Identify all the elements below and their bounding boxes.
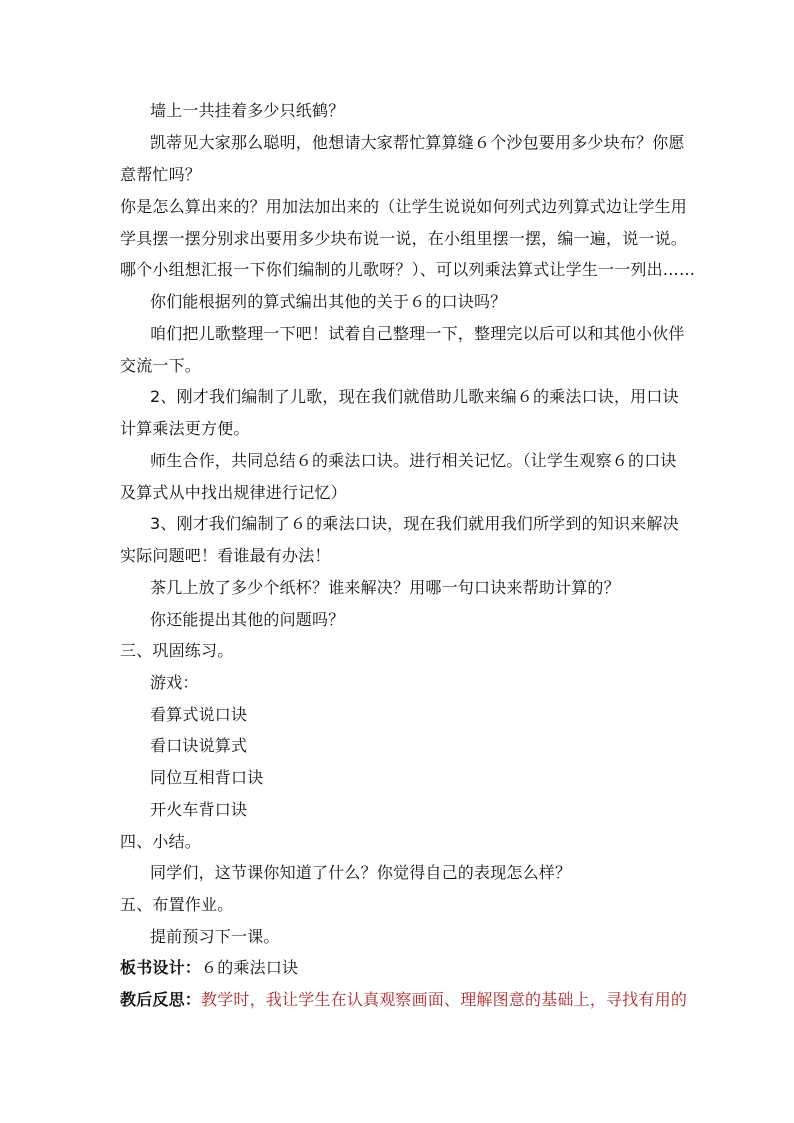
board-design-label: 板书设计： (120, 958, 202, 977)
section-heading: 四、小结。 (120, 832, 202, 851)
section-heading: 五、布置作业。 (120, 895, 234, 914)
paragraph-line: 游戏： (150, 673, 199, 692)
board-design-value: ６的乘法口诀 (201, 958, 299, 977)
paragraph-line: 哪个小组想汇报一下你们编制的儿歌呀？）、可以列乘法算式让学生一一列出…… (120, 260, 696, 279)
section-heading: 三、巩固练习。 (120, 641, 234, 660)
paragraph-line: 3、刚才我们编制了６的乘法口诀，现在我们就用我们所学到的知识来解决 (150, 514, 679, 533)
paragraph-line: 及算式从中找出规律进行记忆） (120, 483, 347, 502)
list-item: 看口诀说算式 (150, 736, 248, 755)
paragraph-line: 凯蒂见大家那么聪明，他想请大家帮忙算算缝６个沙包要用多少块布？你愿 (150, 133, 685, 152)
paragraph-line: 你还能提出其他的问题吗？ (150, 610, 345, 629)
paragraph-line: 计算乘法更方便。 (120, 419, 250, 438)
paragraph-line: 意帮忙吗？ (120, 165, 202, 184)
paragraph-line: 交流一下。 (120, 356, 202, 375)
paragraph-line: 实际问题吧！看谁最有办法！ (120, 546, 331, 565)
paragraph-line: 2、刚才我们编制了儿歌，现在我们就借助儿歌来编６的乘法口诀，用口诀 (150, 387, 679, 406)
list-item: 开火车背口诀 (150, 800, 248, 819)
paragraph-line: 同学们，这节课你知道了什么？你觉得自己的表现怎么样？ (150, 863, 572, 882)
paragraph-line: 你们能根据列的算式编出其他的关于６的口诀吗？ (150, 292, 507, 311)
list-item: 同位互相背口诀 (150, 768, 264, 787)
paragraph-line: 提前预习下一课。 (150, 927, 280, 946)
paragraph-line: 茶几上放了多少个纸杯？谁来解决？用哪一句口诀来帮助计算的？ (150, 578, 620, 597)
reflection-line (120, 990, 687, 1010)
paragraph-line: 学具摆一摆分别求出要用多少块布说一说，在小组里摆一摆，编一遍，说一说。 (120, 229, 688, 248)
list-item: 看算式说口诀 (150, 705, 248, 724)
paragraph-line: 你是怎么算出来的？用加法加出来的（让学生说说如何列式边列算式边让学生用 (120, 197, 688, 216)
reflection-label: 教后反思： (120, 990, 202, 1009)
board-design-line (120, 958, 298, 978)
paragraph-line: 咱们把儿歌整理一下吧！试着自己整理一下，整理完以后可以和其他小伙伴 (150, 324, 685, 343)
reflection-text: 教学时，我让学生在认真观察画面、理解图意的基础上，寻找有用的 (201, 990, 688, 1009)
paragraph-line: 墙上一共挂着多少只纸鹤？ (150, 101, 345, 120)
paragraph-line: 师生合作，共同总结６的乘法口诀。进行相关记忆。（让学生观察６的口诀 (150, 451, 677, 470)
